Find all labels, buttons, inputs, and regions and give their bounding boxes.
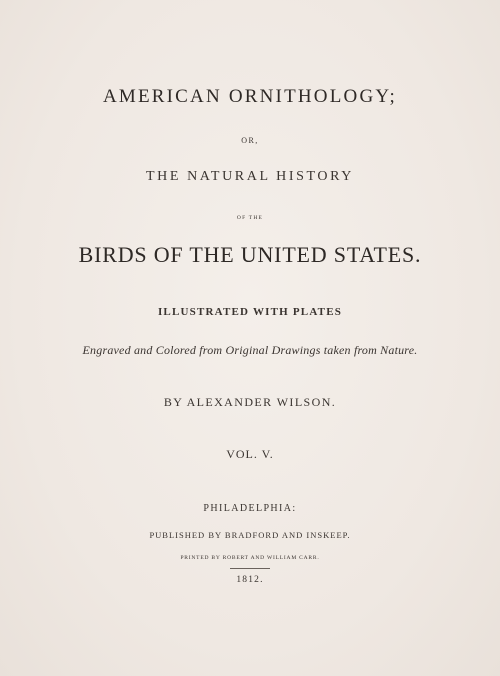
of-the-connector: OF THE <box>236 215 264 221</box>
illustrated-note: ILLUSTRATED WITH PLATES <box>157 306 343 318</box>
engraved-note: Engraved and Colored from Original Drawings taken from Nature. <box>82 343 418 357</box>
printer-line: PRINTED BY ROBERT AND WILLIAM CARR. <box>180 555 320 561</box>
author-line: BY ALEXANDER WILSON. <box>163 395 337 409</box>
volume-number: VOL. V. <box>226 447 274 461</box>
publication-year: 1812. <box>236 575 264 585</box>
book-subject: BIRDS OF THE UNITED STATES. <box>78 242 422 267</box>
book-title: AMERICAN ORNITHOLOGY; <box>102 86 398 107</box>
divider-rule <box>230 568 270 569</box>
publisher-line: PUBLISHED BY BRADFORD AND INSKEEP. <box>149 530 351 540</box>
publication-city: PHILADELPHIA: <box>203 503 297 514</box>
or-connector: OR, <box>241 136 259 145</box>
book-subtitle: THE NATURAL HISTORY <box>145 169 355 184</box>
